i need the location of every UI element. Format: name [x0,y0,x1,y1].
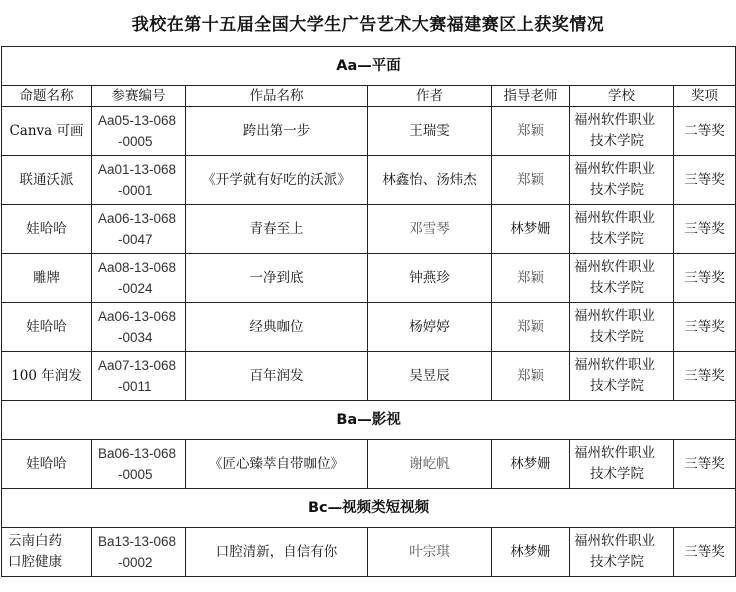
award-cell: 三等奖 [674,528,736,577]
code-cell: Aa07-13-068 -0011 [92,352,186,401]
topic-cell: 娃哈哈 [2,303,92,352]
header-advisor: 指导老师 [492,86,570,107]
section-row-bc [2,489,736,528]
school-cell: 福州软件职业 技术学院 [570,440,674,489]
code-cell: Aa06-13-068 -0034 [92,303,186,352]
table-row [2,254,736,303]
section-title: Bc—视频类短视频 [2,489,736,528]
code-cell: Aa05-13-068 -0005 [92,107,186,156]
topic-cell: 娃哈哈 [2,205,92,254]
school-cell: 福州软件职业 技术学院 [570,528,674,577]
header-topic: 命题名称 [2,86,92,107]
header-school: 学校 [570,86,674,107]
school-cell: 福州软件职业 技术学院 [570,303,674,352]
table-row [2,528,736,577]
school-cell: 福州软件职业 技术学院 [570,156,674,205]
award-cell: 三等奖 [674,303,736,352]
author-cell: 谢屹帆 [368,440,492,489]
school-cell: 福州软件职业 技术学院 [570,205,674,254]
section-row-ba [2,401,736,440]
topic-cell: 100 年润发 [2,352,92,401]
advisor-cell: 郑颖 [492,107,570,156]
code-cell: Aa01-13-068 -0001 [92,156,186,205]
table-row [2,156,736,205]
header-author: 作者 [368,86,492,107]
author-cell: 钟燕珍 [368,254,492,303]
author-cell: 王瑞雯 [368,107,492,156]
work-cell: 《开学就有好吃的沃派》 [186,156,368,205]
school-cell: 福州软件职业 技术学院 [570,352,674,401]
advisor-cell: 郑颖 [492,254,570,303]
work-cell: 百年润发 [186,352,368,401]
code-cell: Ba06-13-068 -0005 [92,440,186,489]
award-cell: 三等奖 [674,254,736,303]
advisor-cell: 林梦姗 [492,205,570,254]
work-cell: 一净到底 [186,254,368,303]
section-row-aa [2,47,736,86]
header-award: 奖项 [674,86,736,107]
award-cell: 三等奖 [674,205,736,254]
table-row [2,440,736,489]
award-cell: 三等奖 [674,352,736,401]
work-cell: 青春至上 [186,205,368,254]
author-cell: 叶宗琪 [368,528,492,577]
work-cell: 经典咖位 [186,303,368,352]
topic-cell: 雕牌 [2,254,92,303]
work-cell: 口腔清新，自信有你 [186,528,368,577]
advisor-cell: 郑颖 [492,156,570,205]
author-cell: 林鑫怡、汤炜杰 [368,156,492,205]
awards-table [1,46,736,577]
section-title: Ba—影视 [2,401,736,440]
author-cell: 邓雪琴 [368,205,492,254]
author-cell: 杨婷婷 [368,303,492,352]
code-cell: Aa06-13-068 -0047 [92,205,186,254]
code-cell: Ba13-13-068 -0002 [92,528,186,577]
document-title: 我校在第十五届全国大学生广告艺术大赛福建赛区上获奖情况 [131,15,605,35]
work-cell: 跨出第一步 [186,107,368,156]
advisor-cell: 林梦姗 [492,440,570,489]
table-row [2,107,736,156]
header-code: 参赛编号 [92,86,186,107]
header-work: 作品名称 [186,86,368,107]
award-cell: 二等奖 [674,107,736,156]
school-cell: 福州软件职业 技术学院 [570,107,674,156]
table-row [2,303,736,352]
section-title: Aa—平面 [2,47,736,86]
work-cell: 《匠心臻萃自带咖位》 [186,440,368,489]
advisor-cell: 郑颖 [492,303,570,352]
advisor-cell: 林梦姗 [492,528,570,577]
author-cell: 吴昱辰 [368,352,492,401]
school-cell: 福州软件职业 技术学院 [570,254,674,303]
code-cell: Aa08-13-068 -0024 [92,254,186,303]
topic-cell: Canva 可画 [2,107,92,156]
table-row [2,205,736,254]
advisor-cell: 郑颖 [492,352,570,401]
header-row [2,86,736,107]
award-cell: 三等奖 [674,440,736,489]
topic-cell: 云南白药 口腔健康 [2,528,92,577]
table-row [2,352,736,401]
topic-cell: 娃哈哈 [2,440,92,489]
award-cell: 三等奖 [674,156,736,205]
topic-cell: 联通沃派 [2,156,92,205]
